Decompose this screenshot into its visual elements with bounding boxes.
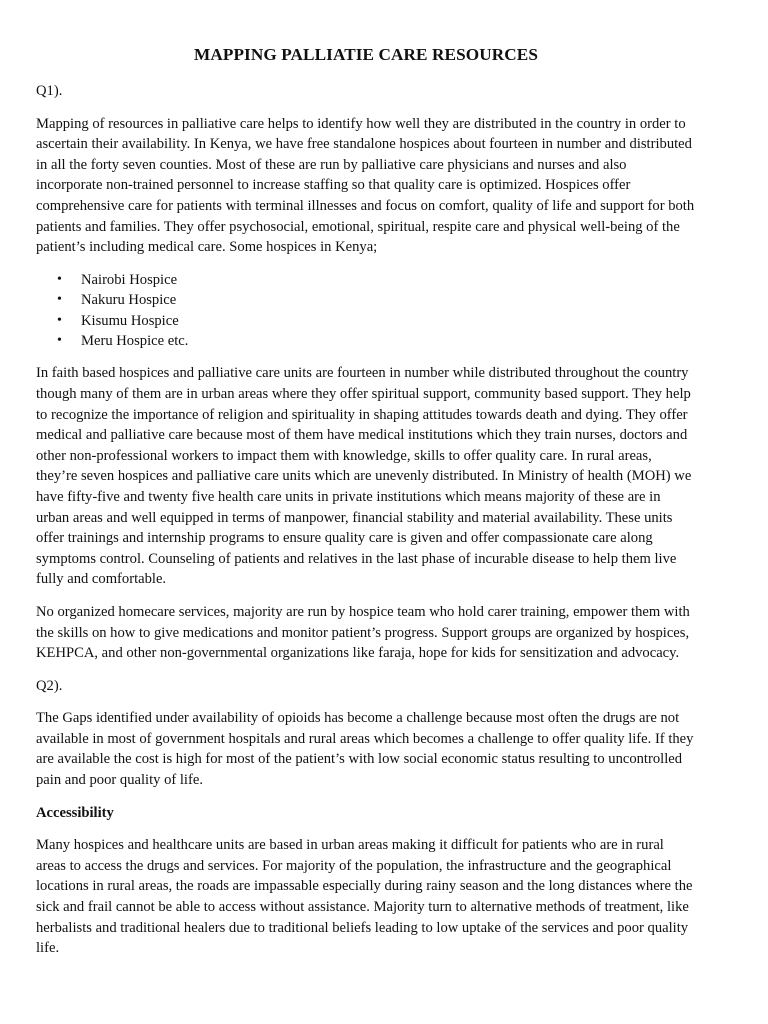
paragraph-homecare-services: No organized homecare services, majority are run by hospice team who hold carer training, empower them with the skills on how to give medications and monitor patient’s progress. Support groups are organized by hospices, KEHPCA, and other non-governmental organizations like faraja, hope for kids for sensitization and advocacy. bbox=[36, 603, 690, 662]
hospice-list bbox=[36, 270, 696, 352]
list-item bbox=[36, 270, 696, 290]
paragraph-faith-based-hospices: In faith based hospices and palliative care units are fourteen in number while distributed throughout the country though many of them are in urban areas where they offer spiritual support, community based support. They help to recognize the importance of religion and spirituality in shaping attitudes towards death and dying. They offer medical and palliative care because most of them have medical institutions which they train nurses, doctors and other non-professional workers to impact them with knowledge, skills to offer quality care. In rural areas, they’re seven hospices and palliative care units which are unevenly distributed. In Ministry of health (MOH) we have fifty-five and twenty five health care units in private institutions which means majority of these are in urban areas and well equipped in terms of manpower, financial stability and material availability. These units offer trainings and internship programs to ensure quality care is given and offer compassionate care along symptoms control. Counseling of patients and relatives in the last phase of incurable disease to help them live fully and comfortable. bbox=[36, 365, 692, 588]
bullet-icon: • bbox=[57, 271, 62, 287]
paragraph-opioid-gaps: The Gaps identified under availability of opioids has become a challenge because most often the drugs are not available in most of government hospitals and rural areas which becomes a challenge to offer quality life. If they are available the cost is high for most of the patient’s with low social economic status resulting to uncontrolled pain and poor quality of life. bbox=[36, 710, 694, 789]
heading-accessibility: Accessibility bbox=[36, 804, 114, 821]
document-page bbox=[36, 44, 696, 971]
list-item-text: Nairobi Hospice bbox=[81, 271, 178, 288]
list-item-text: Kisumu Hospice bbox=[81, 312, 179, 329]
document-title: MAPPING PALLIATIE CARE RESOURCES bbox=[194, 45, 538, 64]
q2-label: Q2). bbox=[36, 677, 63, 694]
list-item bbox=[36, 290, 696, 310]
bullet-icon: • bbox=[57, 332, 62, 348]
paragraph-mapping-resources: Mapping of resources in palliative care helps to identify how well they are distributed in the country in order to ascertain their availability. In Kenya, we have free standalone hospices about fourteen in number and distributed in all the forty seven counties. Most of these are run by palliative care physicians and nurses and also incorporate non-trained personnel to increase staffing so that quality care is optimized. Hospices offer comprehensive care for patients with terminal illnesses and focus on comfort, quality of life and support for both patients and families. They offer psychosocial, emotional, spiritual, respite care and physical well-being of the patient’s including medical care. Some hospices in Kenya; bbox=[36, 115, 695, 256]
bullet-icon: • bbox=[57, 292, 62, 308]
q1-label: Q1). bbox=[36, 83, 63, 99]
bullet-icon: • bbox=[57, 312, 62, 328]
paragraph-accessibility: Many hospices and healthcare units are based in urban areas making it difficult for patients who are in rural areas to access the drugs and services. For majority of the population, the infrastructure and the geographical locations in rural areas, the roads are impassable especially during rainy season and the long distances where the sick and frail cannot be able to access without assistance. Majority turn to alternative methods of treatment, like herbalists and traditional healers due to traditional beliefs leading to low uptake of the services and poor quality life. bbox=[36, 837, 693, 957]
list-item-text: Nakuru Hospice bbox=[81, 292, 177, 309]
list-item bbox=[36, 331, 696, 351]
list-item-text: Meru Hospice etc. bbox=[81, 332, 189, 349]
list-item bbox=[36, 311, 696, 331]
